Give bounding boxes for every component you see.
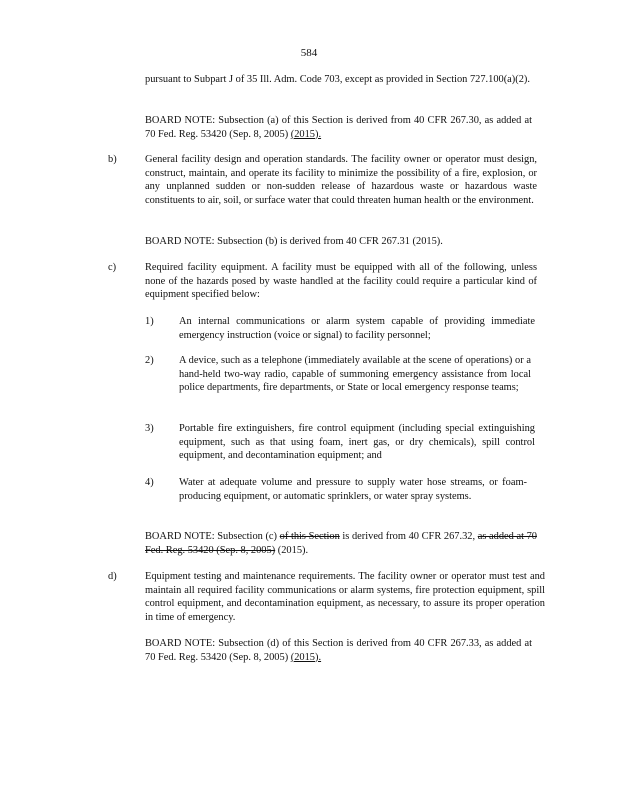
item-label-3: 3) [145,423,154,434]
item-text-4: Water at adequate volume and pressure to supply water hose streams, or foam-producing equipment, or automatic sprinklers, or water spray systems. [179,477,527,502]
deleted-text: of this Section [279,531,340,542]
board-note-d [145,637,532,664]
section-label-b: b) [108,154,117,165]
board-note-a-text: BOARD NOTE: Subsection (a) of this Section is derived from 40 CFR 267.30, as added at 70 Fed. Reg. 53420 (Sep. 8, 2005) [145,115,532,140]
inserted-text: (2015). [290,128,322,140]
item-text-3: Portable fire extinguishers, fire control equipment (including special extinguishing equipment, such as that using foam, inert gas, or dry chemicals), spill control equipment, and decontamination equipment; and [179,423,535,462]
board-note-c-year: (2015). [277,544,309,556]
deleted-text: as added at 70 Fed. Reg. 53420 (Sep. 8, 2005) [145,531,537,556]
section-b-text: General facility design and operation standards. The facility owner or operator must design, construct, maintain, and operate its facility to minimize the possibility of a fire, explosion, or any unplanned sudden or non-sudden release of hazardous waste or hazardous waste constituents to air, soil, or surface water that could threaten human health or the environment. [145,154,537,206]
board-note-a [145,114,532,141]
section-d-text: Equipment testing and maintenance requirements. The facility owner or operator must test and maintain all required facility communications or alarm systems, fire protection equipment, spill control equipment, and decontamination equipment, as necessary, to assure its proper operation in time of emergency. [145,571,545,623]
item-label-1: 1) [145,316,154,327]
item-text-2: A device, such as a telephone (immediately available at the scene of operations) or a hand-held two-way radio, capable of summoning emergency assistance from local police departments, fire departments, or State or local emergency response teams; [179,355,531,394]
board-note-c-text-2: is derived from 40 CFR 267.32, [342,531,476,542]
board-note-c-text: BOARD NOTE: Subsection (c) [145,531,278,542]
page-number: 584 [300,47,318,59]
intro-paragraph: pursuant to Subpart J of 35 Ill. Adm. Code 703, except as provided in Section 727.100(a)(2). [145,74,530,85]
section-label-c: c) [108,262,117,273]
item-label-2: 2) [145,355,154,366]
section-label-d: d) [108,571,117,582]
section-c-text: Required facility equipment. A facility must be equipped with all of the following, unless none of the hazards posed by waste handled at the facility could require a particular kind of equipment specified below: [145,262,537,301]
board-note-c [145,530,537,557]
item-text-1: An internal communications or alarm system capable of providing immediate emergency instruction (voice or signal) to facility personnel; [179,316,535,341]
board-note-d-text: BOARD NOTE: Subsection (d) of this Section is derived from 40 CFR 267.33, as added at 70 Fed. Reg. 53420 (Sep. 8, 2005) [145,638,532,663]
item-label-4: 4) [145,477,154,488]
inserted-text: (2015). [290,651,322,663]
board-note-b: BOARD NOTE: Subsection (b) is derived from 40 CFR 267.31 (2015). [145,236,443,247]
